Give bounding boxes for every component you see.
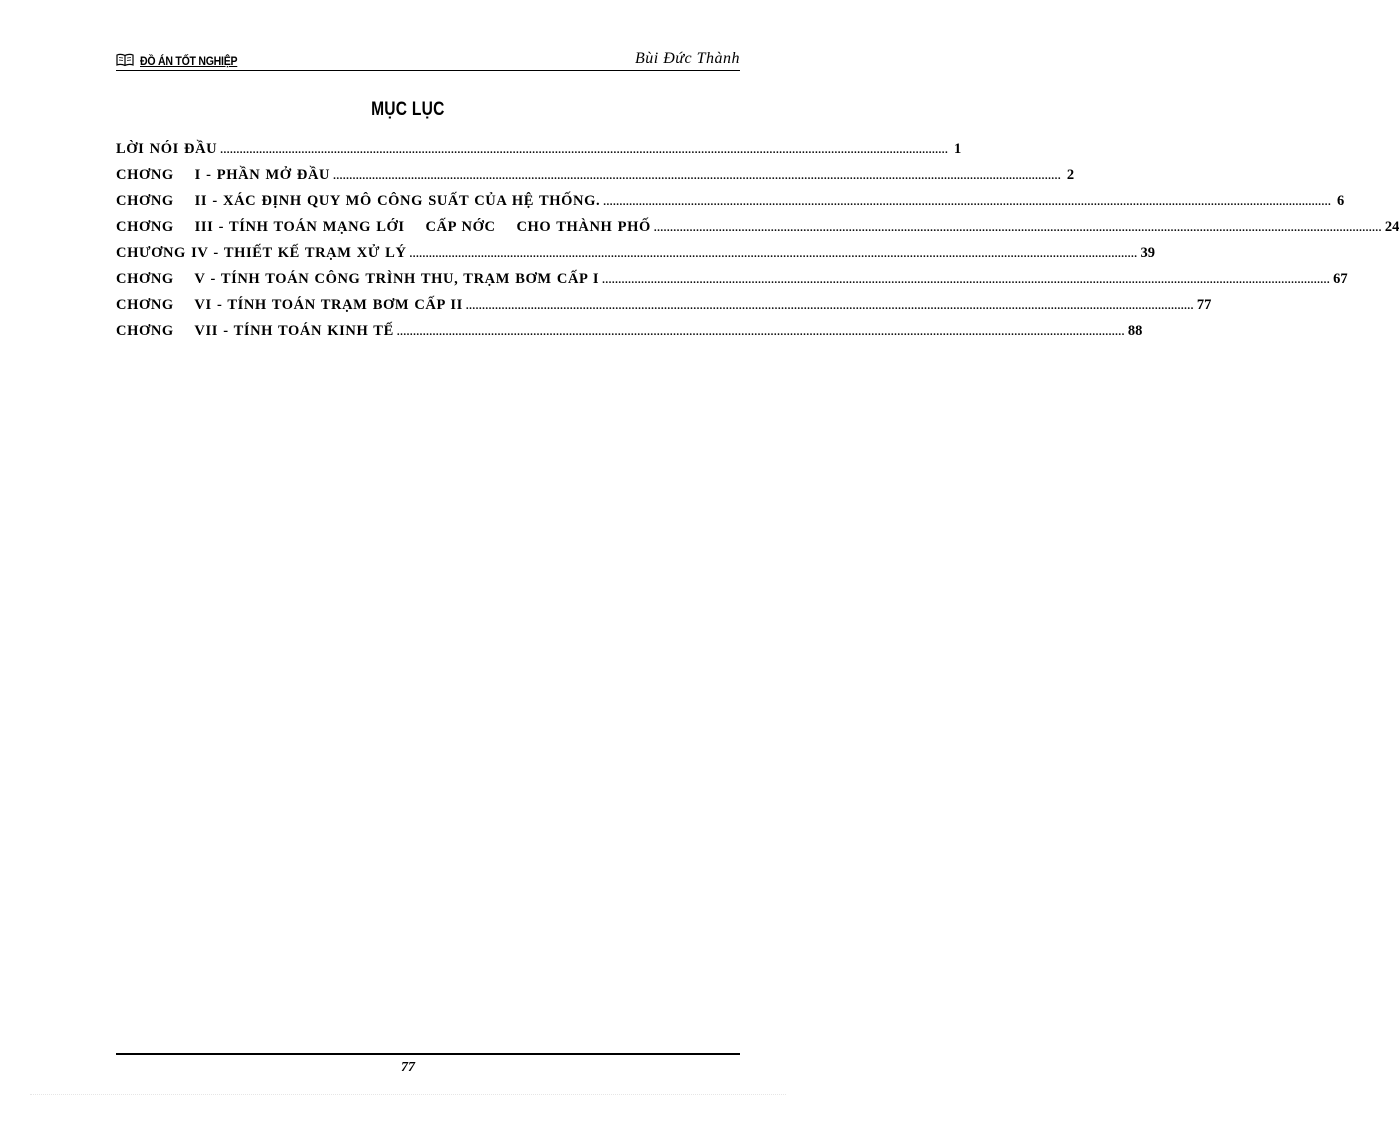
- toc-entry-label: CHƠNG I - PHẦN MỞ ĐẦU: [116, 167, 331, 183]
- header-left: [116, 53, 251, 68]
- header-title: ĐỒ ÁN TỐT NGHIỆP: [140, 54, 238, 68]
- toc-entry-page: 24: [1384, 219, 1399, 235]
- toc-leader-dots: ................................................................................................................................................................................................................................: [220, 144, 949, 156]
- toc-leader-dots: ................................................................................................................................................................................................................................: [409, 248, 1138, 260]
- toc-leader-dots: ................................................................................................................................................................................................................................: [465, 300, 1194, 312]
- open-book-icon: [116, 53, 134, 67]
- toc-leader-dots: ................................................................................................................................................................................................................................: [602, 274, 1331, 286]
- toc-entry-label: LỜI NÓI ĐẦU: [116, 141, 218, 157]
- toc-entry-page: 88: [1127, 323, 1143, 339]
- toc-entry-label: CHƠNG VII - TÍNH TOÁN KINH TẾ: [116, 323, 394, 339]
- toc-leader-dots: ................................................................................................................................................................................................................................: [396, 326, 1125, 338]
- header-author: Bùi Đức Thành: [635, 50, 740, 67]
- toc-leader-dots: ................................................................................................................................................................................................................................: [333, 170, 1062, 182]
- toc-leader-dots: ................................................................................................................................................................................................................................: [603, 196, 1332, 208]
- footer-divider: [116, 1053, 740, 1055]
- toc-entry[interactable]: [116, 323, 1143, 349]
- toc-entry-label: CHƠNG VI - TÍNH TOÁN TRẠM BƠM CẤP II: [116, 297, 463, 313]
- toc-entry-label: CHƯƠNG IV - THIẾT KẾ TRẠM XỬ LÝ: [116, 245, 407, 261]
- toc-entry-page: 1: [954, 141, 962, 157]
- toc-title: [0, 99, 816, 121]
- page-number: 77: [401, 1060, 415, 1075]
- toc-entry-page: 77: [1196, 297, 1212, 313]
- toc-title-text: MỤC LỤC: [371, 99, 445, 120]
- toc-entry[interactable]: [116, 245, 1156, 271]
- bottom-dotted-rule: [30, 1094, 786, 1095]
- toc-entry-page: 39: [1140, 245, 1156, 261]
- toc-leader-dots: ................................................................................................................................................................................................................................: [653, 222, 1382, 234]
- toc-entry[interactable]: [116, 141, 962, 167]
- toc-entry-label: CHƠNG III - TÍNH TOÁN MẠNG LỚI CẤP NỚC CHO THÀNH PHỐ: [116, 219, 651, 235]
- toc-entry-page: 2: [1066, 167, 1075, 183]
- toc-entry[interactable]: [116, 297, 1212, 323]
- toc-entry-label: CHƠNG V - TÍNH TOÁN CÔNG TRÌNH THU, TRẠM BƠM CẤP I: [116, 271, 600, 287]
- toc-entry-page: 6: [1336, 193, 1345, 209]
- toc-entry[interactable]: [116, 167, 1075, 193]
- page-header: [116, 50, 740, 71]
- toc-entry[interactable]: [116, 193, 1345, 219]
- toc-entry-page: 67: [1333, 271, 1348, 287]
- table-of-contents: [116, 141, 1399, 349]
- toc-entry[interactable]: [116, 271, 1348, 297]
- toc-entry-label: CHƠNG II - XÁC ĐỊNH QUY MÔ CÔNG SUẤT CỦA HỆ THỐNG.: [116, 193, 601, 209]
- toc-entry[interactable]: [116, 219, 1399, 245]
